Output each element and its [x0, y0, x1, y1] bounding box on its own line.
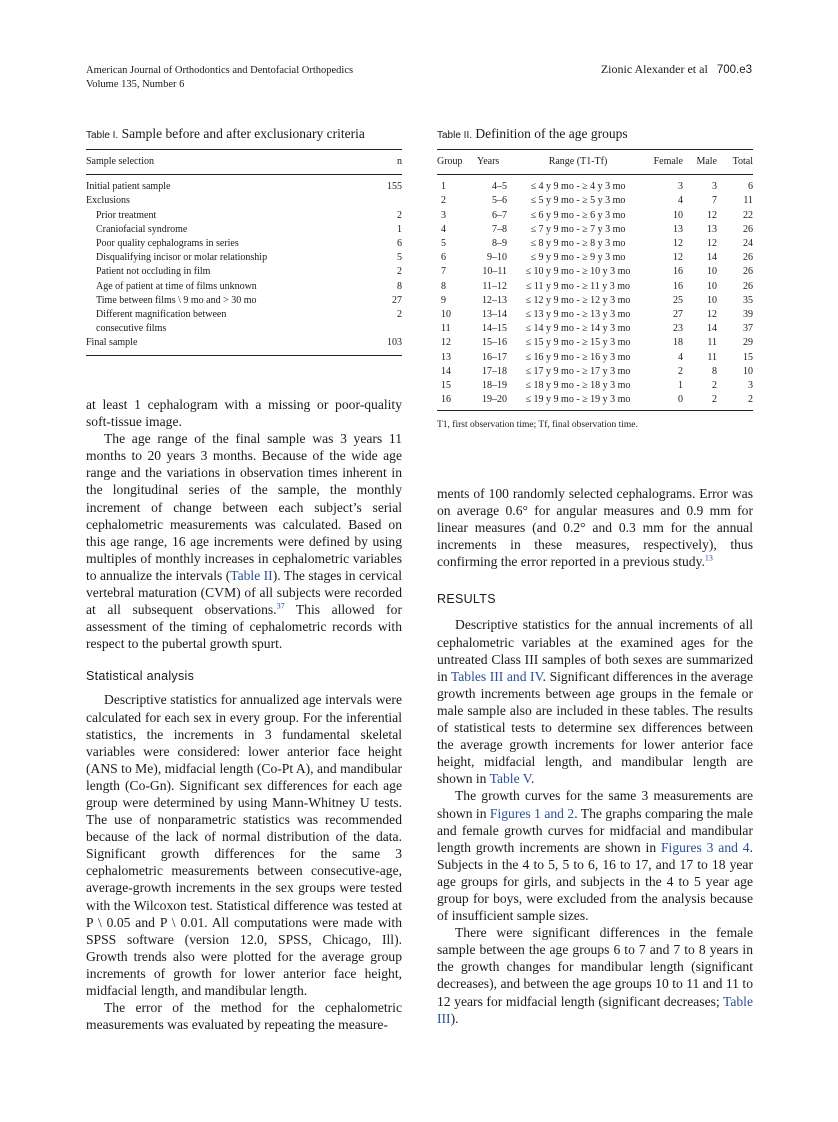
volume-number: Volume 135, Number 6	[86, 79, 185, 90]
table-row	[437, 322, 753, 336]
table-2-cell-group: 5	[441, 238, 446, 250]
table-2-cell-male: 11	[707, 337, 717, 349]
table-1-cell-selection: Prior treatment	[96, 209, 157, 221]
table-row	[437, 336, 753, 350]
table-row	[86, 308, 402, 322]
table-row	[437, 365, 753, 379]
table-1-header-selection: Sample selection	[86, 156, 155, 167]
table-2-cell-female: 23	[673, 323, 683, 335]
table-2-cell-total: 26	[743, 280, 753, 292]
table-2-cell-total: 37	[743, 323, 753, 335]
table-2-cell-years: 8–9	[492, 238, 507, 250]
table-2-cell-male: 8	[712, 365, 717, 377]
table-row	[86, 194, 402, 208]
table-2-header-total: Total	[732, 156, 753, 167]
table-2-cell-range: ≤ 12 y 9 mo - ≥ 12 y 3 mo	[525, 294, 631, 306]
table-row	[86, 336, 402, 355]
table-2-cell-range: ≤ 10 y 9 mo - ≥ 10 y 3 mo	[525, 266, 631, 278]
table-2-label: Table II.	[437, 130, 473, 141]
table-2-cell-years: 4–5	[492, 181, 507, 193]
table-2-cell-total: 35	[743, 294, 753, 306]
paragraph: The age range of the final sample was 3 years 11 months to 20 years 3 months. Because of the wide age range and the variations in observation times inherent in the longitudinal series of the sample, the monthly increment of change between each subject’s serial cephalometric measurements was calculated. Based on this age range, 16 age increments were defined by using multiples of monthly increases in cephalometric variables to annualize the intervals (Table II). The stages in cervical vertebral maturation (CVM) of all subjects were recorded at all subsequent observations.$^{37}$ This allowed for assessment of the timing of cephalometric records with respect to the pubertal growth spurt.	[86, 431, 402, 652]
table-row	[86, 280, 402, 294]
table-2-grid	[437, 149, 753, 411]
table-link[interactable]: Table II	[230, 567, 273, 583]
table-1-caption	[86, 126, 402, 142]
paragraph: Descriptive statistics for the annual increments of all cephalometric variables at the examined ages for the untreated Class III samples of both sexes are summarized in Tables III and IV. Significant differences in the average growth increments between age groups in the female or male sample also are included in these tables. The results of statistical tests to determine sex differences between the average growth increments for lower anterior face height, midfacial length, and mandibular length are shown in Table V.	[437, 617, 754, 787]
table-2-cell-years: 11–12	[482, 280, 507, 292]
table-2-cell-total: 24	[743, 238, 753, 250]
table-1-cell-selection: Initial patient sample	[86, 181, 171, 193]
table-2-cell-range: ≤ 16 y 9 mo - ≥ 16 y 3 mo	[525, 351, 631, 363]
table-2-cell-years: 10–11	[482, 266, 507, 278]
table-1-cell-n	[378, 194, 402, 208]
table-row	[437, 265, 753, 279]
table-2-cell-range: ≤ 6 y 9 mo - ≥ 6 y 3 mo	[530, 209, 626, 221]
table-row	[437, 237, 753, 251]
table-1-cell-n: 103	[387, 337, 402, 349]
table-2-cell-group: 6	[441, 252, 446, 264]
table-1-cell-n: 155	[387, 181, 402, 193]
page-number: 700.e3	[716, 64, 752, 76]
table-2-cell-total: 26	[743, 266, 753, 278]
table-2-cell-range: ≤ 8 y 9 mo - ≥ 8 y 3 mo	[530, 238, 626, 250]
table-2-cell-total: 29	[743, 337, 753, 349]
table-2-cell-total: 15	[743, 351, 753, 363]
table-row	[86, 251, 402, 265]
table-row	[86, 223, 402, 237]
table-2-footnote: T1, first observation time; Tf, final observation time.	[437, 420, 638, 431]
table-2-cell-group: 2	[441, 195, 446, 207]
table-link[interactable]: Table V	[489, 771, 531, 787]
table-2-cell-male: 14	[707, 323, 717, 335]
table-2-header-female: Female	[653, 156, 683, 167]
table-2-cell-female: 4	[678, 351, 683, 363]
table-2-header-range: Range (T1-Tf)	[548, 156, 608, 167]
table-link[interactable]: Tables III and IV	[450, 668, 543, 684]
table-2-cell-group: 7	[441, 266, 446, 278]
table-2-cell-group: 1	[441, 181, 446, 193]
table-row	[437, 393, 753, 411]
right-column	[437, 485, 753, 1027]
table-2-cell-total: 26	[743, 252, 753, 264]
table-1-cell-n	[378, 322, 402, 336]
table-row	[437, 308, 753, 322]
table-row	[86, 265, 402, 279]
table-2-cell-male: 10	[707, 294, 717, 306]
table-2-cell-male: 12	[707, 238, 717, 250]
table-2-cell-years: 6–7	[492, 209, 507, 221]
citation-link[interactable]: 13	[704, 553, 713, 563]
table-2-cell-female: 0	[678, 394, 683, 406]
table-2-cell-male: 2	[712, 380, 717, 392]
paragraph: There were significant differences in the female sample between the age groups 6 to 7 and 7 to 8 years in the growth changes for mandibular length (significant decreases), and between the age groups 10 to 11 and 11 to 12 years for midfacial length (significant decreases; Table III).	[437, 925, 753, 1026]
table-2-cell-years: 7–8	[492, 223, 507, 235]
table-row	[86, 322, 402, 336]
table-row	[86, 209, 402, 223]
table-2-cell-range: ≤ 14 y 9 mo - ≥ 14 y 3 mo	[525, 323, 631, 335]
table-row	[437, 294, 753, 308]
table-1-label: Table I.	[86, 130, 119, 141]
table-2-cell-male: 3	[712, 181, 717, 193]
table-row	[86, 294, 402, 308]
table-2-cell-female: 12	[673, 252, 683, 264]
paragraph: The error of the method for the cephalometric measurements was evaluated by repeating the measure-	[86, 1000, 402, 1033]
paragraph: Descriptive statistics for annualized age intervals were calculated for each sex in every group. For the inferential statistics, the increments in 3 fundamental skeletal variables were considered: lower anterior face height (ANS to Me), midfacial length (Co-Pt A), and mandibular length (Co-Gn). Significant sex differences for each age group were determined by using Mann-Whitney U tests. The use of nonparametric statistics was recommended because of the lack of normal distribution of the data. Significant growth differences for the same 3 cephalometric measurements between consecutive-age, average-growth increments in the sex groups were tested with the Wilcoxon test. Statistical difference was tested at P \ 0.05 and P \ 0.01. All computations were made with SPSS software (version 12.0, SPSS, Chicago, Ill). Growth trends also were plotted for the average group increments of growth for lower anterior face height, midfacial length, and mandibular length.	[86, 692, 402, 998]
table-1-cell-selection: Disqualifying incisor or molar relationship	[96, 252, 268, 264]
table-1-cell-selection: Age of patient at time of films unknown	[96, 280, 257, 292]
running-header-left	[86, 64, 353, 92]
table-2-cell-female: 16	[673, 266, 683, 278]
table-row	[437, 209, 753, 223]
table-row	[437, 175, 753, 195]
table-2-cell-range: ≤ 17 y 9 mo - ≥ 17 y 3 mo	[525, 365, 631, 377]
table-1-title: Sample before and after exclusionary criteria	[121, 126, 365, 141]
table-2	[437, 126, 753, 430]
table-2-cell-female: 1	[678, 380, 683, 392]
table-2-cell-total: 11	[743, 195, 753, 207]
table-1-cell-selection: Exclusions	[86, 195, 130, 207]
paragraph: at least 1 cephalogram with a missing or poor-quality soft-tissue image.	[86, 397, 402, 430]
table-2-cell-female: 10	[673, 209, 683, 221]
table-1-cell-selection: Craniofacial syndrome	[96, 223, 188, 235]
table-2-cell-group: 8	[441, 280, 446, 292]
table-2-cell-total: 3	[748, 380, 753, 392]
table-2-cell-range: ≤ 19 y 9 mo - ≥ 19 y 3 mo	[525, 394, 631, 406]
paragraph: ments of 100 randomly selected cephalograms. Error was on average 0.6° for angular measures and 0.9 mm for linear measures (and 0.2° and 0.3 mm for the annual increments in these measures, respectively), thus confirming the error reported in a previous study.$^{13}$	[437, 486, 753, 570]
table-2-cell-range: ≤ 13 y 9 mo - ≥ 13 y 3 mo	[525, 309, 631, 321]
figure-link[interactable]: Figures 3 and 4	[661, 839, 750, 855]
table-2-cell-female: 13	[673, 223, 683, 235]
table-1-grid	[86, 149, 402, 356]
table-2-cell-group: 12	[441, 337, 451, 349]
table-2-cell-total: 6	[748, 181, 753, 193]
table-row	[86, 237, 402, 251]
table-2-cell-male: 12	[707, 309, 717, 321]
table-2-cell-range: ≤ 5 y 9 mo - ≥ 5 y 3 mo	[530, 195, 626, 207]
table-2-cell-group: 4	[441, 223, 446, 235]
table-1-cell-selection: Poor quality cephalograms in series	[96, 238, 239, 250]
table-row	[437, 251, 753, 265]
table-1-cell-n: 2	[397, 209, 402, 221]
table-2-cell-range: ≤ 7 y 9 mo - ≥ 7 y 3 mo	[530, 223, 626, 235]
table-1-cell-selection: Time between films \ 9 mo and > 30 mo	[96, 294, 257, 306]
table-2-cell-group: 13	[441, 351, 451, 363]
left-column	[86, 396, 402, 1033]
table-2-cell-range: ≤ 11 y 9 mo - ≥ 11 y 3 mo	[525, 280, 631, 292]
table-2-cell-years: 18–19	[482, 380, 507, 392]
table-1-cell-n: 1	[397, 223, 402, 235]
table-1-cell-n: 6	[397, 238, 402, 250]
table-2-cell-range: ≤ 4 y 9 mo - ≥ 4 y 3 mo	[530, 181, 626, 193]
citation-link[interactable]: 37	[276, 601, 285, 611]
table-2-cell-group: 9	[441, 294, 446, 306]
table-2-caption	[437, 126, 753, 142]
table-2-cell-male: 7	[712, 195, 717, 207]
table-2-cell-male: 10	[707, 280, 717, 292]
paragraph: The growth curves for the same 3 measurements are shown in Figures 1 and 2. The graphs comparing the male and female growth curves for midfacial and mandibular length growth increments are shown in Figures 3 and 4. Subjects in the 4 to 5, 5 to 6, 16 to 17, and 17 to 18 year age groups for girls, and subjects in the 4 to 5 year age group for boys, were excluded from the analysis because of insufficient sample sizes.	[437, 788, 754, 924]
table-link[interactable]: Table III	[437, 993, 753, 1026]
table-2-cell-years: 12–13	[482, 294, 507, 306]
table-row	[437, 379, 753, 393]
table-row	[437, 223, 753, 237]
table-2-title: Definition of the age groups	[475, 126, 628, 141]
table-2-cell-years: 15–16	[482, 337, 507, 349]
table-1-header-n: n	[397, 156, 402, 167]
table-row	[86, 175, 402, 195]
table-2-cell-range: ≤ 9 y 9 mo - ≥ 9 y 3 mo	[530, 252, 626, 264]
table-1-cell-selection: consecutive films	[96, 323, 167, 335]
table-2-cell-range: ≤ 15 y 9 mo - ≥ 15 y 3 mo	[525, 337, 631, 349]
table-2-cell-years: 9–10	[487, 252, 507, 264]
table-2-cell-male: 14	[707, 252, 717, 264]
table-1	[86, 126, 402, 356]
table-1-cell-selection: Different magnification between	[96, 309, 227, 321]
table-2-cell-group: 16	[441, 394, 451, 406]
table-2-cell-female: 16	[673, 280, 683, 292]
table-2-cell-years: 14–15	[482, 323, 507, 335]
running-header-right	[601, 62, 752, 77]
table-2-cell-years: 5–6	[492, 195, 507, 207]
table-2-header-group: Group	[437, 156, 463, 167]
table-2-cell-female: 4	[678, 195, 683, 207]
section-heading: Statistical analysis	[86, 669, 195, 684]
table-1-cell-n: 2	[397, 266, 402, 278]
table-2-cell-group: 14	[441, 365, 451, 377]
table-1-cell-n: 27	[392, 294, 402, 306]
table-2-cell-years: 13–14	[482, 309, 507, 321]
table-2-cell-female: 2	[678, 365, 683, 377]
figure-link[interactable]: Figures 1 and 2	[489, 805, 575, 821]
table-2-cell-years: 17–18	[482, 365, 507, 377]
table-2-cell-total: 2	[748, 394, 753, 406]
table-2-cell-years: 19–20	[482, 394, 507, 406]
table-2-cell-total: 10	[743, 365, 753, 377]
table-2-cell-male: 11	[707, 351, 717, 363]
table-1-cell-selection: Final sample	[86, 337, 138, 349]
table-2-cell-group: 3	[441, 209, 446, 221]
table-1-cell-n: 8	[397, 280, 402, 292]
table-2-header-male: Male	[696, 156, 717, 167]
table-2-cell-total: 26	[743, 223, 753, 235]
table-2-cell-group: 10	[441, 309, 451, 321]
table-row	[437, 194, 753, 208]
table-2-cell-female: 12	[673, 238, 683, 250]
table-2-header-years: Years	[477, 156, 500, 167]
table-2-cell-range: ≤ 18 y 9 mo - ≥ 18 y 3 mo	[525, 380, 631, 392]
table-2-cell-years: 16–17	[482, 351, 507, 363]
table-row	[437, 351, 753, 365]
table-2-cell-female: 27	[673, 309, 683, 321]
table-2-cell-total: 39	[743, 309, 753, 321]
journal-name: American Journal of Orthodontics and Dentofacial Orthopedics	[86, 65, 354, 76]
table-2-cell-total: 22	[743, 209, 753, 221]
table-row	[437, 280, 753, 294]
table-1-cell-n: 2	[397, 309, 402, 321]
table-2-cell-female: 25	[673, 294, 683, 306]
table-2-cell-group: 15	[441, 380, 451, 392]
table-2-cell-female: 3	[678, 181, 683, 193]
authors: Zionic Alexander et al	[600, 62, 708, 76]
table-2-cell-male: 2	[712, 394, 717, 406]
table-2-cell-male: 13	[707, 223, 717, 235]
table-2-cell-male: 10	[707, 266, 717, 278]
table-1-cell-n: 5	[397, 252, 402, 264]
table-2-cell-male: 12	[707, 209, 717, 221]
table-2-cell-female: 18	[673, 337, 683, 349]
section-heading: RESULTS	[437, 592, 496, 607]
table-1-cell-selection: Patient not occluding in film	[96, 266, 211, 278]
table-2-cell-group: 11	[441, 323, 451, 335]
